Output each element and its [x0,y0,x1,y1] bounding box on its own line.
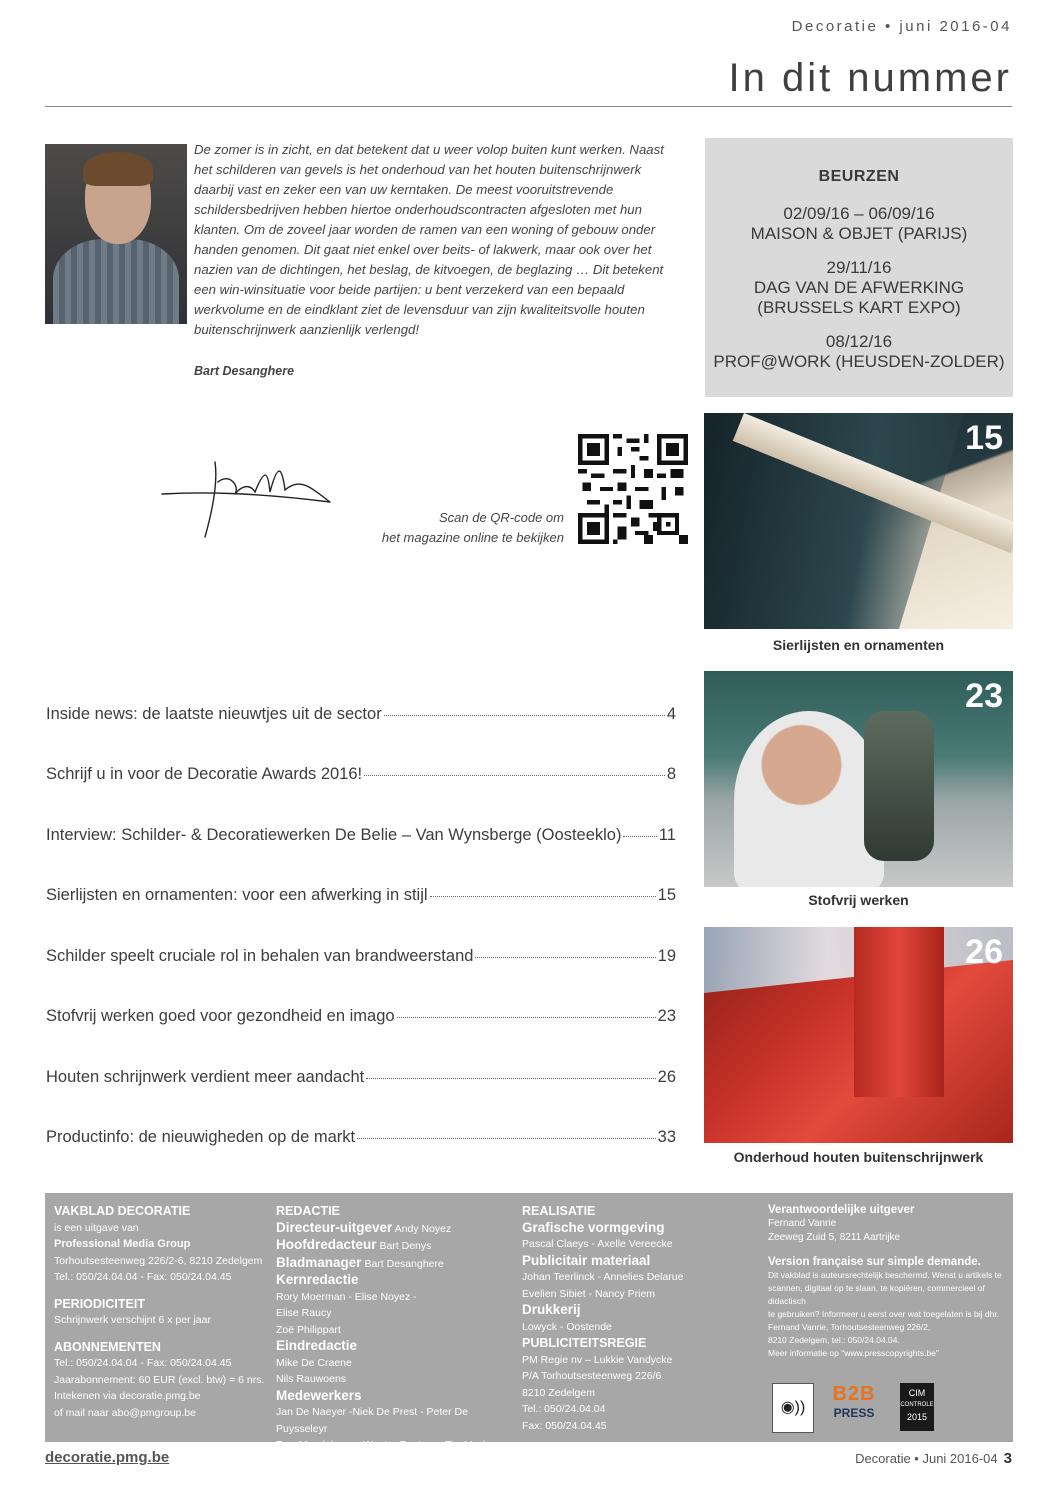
feature-photo-stofvrij[interactable] [704,671,1013,887]
toc-page: 26 [657,1068,676,1086]
colophon-line: Bart Denys [379,1240,432,1252]
colophon-line: Elise Raucy [276,1307,332,1319]
beurzen-event-name: PROF@WORK (HEUSDEN-ZOLDER) [713,352,1005,371]
colophon-role: Grafische vormgeving [522,1219,665,1235]
beurzen-event [705,258,1013,318]
toc-entry[interactable] [46,765,676,784]
feature-page-number: 15 [965,419,1003,457]
footer-website-link[interactable]: decoratie.pmg.be [45,1449,170,1466]
colophon-line: Lowyck - Oostende [522,1320,612,1333]
toc-leader [397,1017,656,1018]
photo-wall-shade [704,413,964,629]
feature-photo-onderhoud[interactable] [704,927,1013,1143]
colophon-line: Evelien Sibiet - Nancy Priem [522,1287,656,1300]
toc-title: Houten schrijnwerk verdient meer aandacht [46,1068,365,1086]
colophon-line: Jaarabonnement: 60 EUR (excl. btw) = 6 nrs. [54,1373,265,1386]
colophon-line: P/A Torhoutsesteenweg 226/6 [522,1370,662,1382]
colophon-line: 8210 Zedelgem, tel.: 050/24.04.04. [768,1335,900,1345]
beurzen-event-name: DAG VAN DE AFWERKING [753,278,965,297]
toc-entry[interactable] [46,1068,676,1087]
colophon-role: Directeur-uitgever [276,1219,393,1235]
toc-title: Schrijf u in voor de Decoratie Awards 2016! [46,765,363,783]
toc-page: 33 [657,1128,676,1146]
colophon-line: Torhoutsesteenweg 226/2-6, 8210 Zedelgem [54,1254,263,1267]
toc-title: Stofvrij werken goed voor gezondheid en imago [46,1007,395,1025]
colophon-line: Schrijnwerk verschijnt 6 x per jaar [54,1314,211,1326]
colophon-heading: Verantwoordelijke uitgever [768,1204,915,1216]
press-copyright-logo-icon: ◉)) [772,1383,814,1433]
toc-entry[interactable] [46,1007,676,1026]
feature-caption: Sierlijsten en ornamenten [772,637,945,653]
beurzen-event-date: 29/11/16 [826,258,892,277]
colophon-line: Rory Moerman - Elise Noyez - [276,1290,417,1303]
colophon-line: Andy Noyez [394,1222,452,1235]
cim-logo [900,1383,934,1431]
colophon-line: scannen, digitaal op te slaan, te kopiëren, commercieel of didactisch [768,1283,985,1306]
colophon-uitgever [768,1203,1008,1360]
page-title: In dit nummer [728,56,1012,100]
beurzen-box [705,138,1013,397]
toc-title: Productinfo: de nieuwigheden op de markt [46,1128,356,1146]
colophon-heading: PUBLICITEITSREGIE [522,1336,647,1350]
toc-page: 8 [666,765,676,783]
colophon-heading: REALISATIE [522,1204,596,1218]
toc-entry[interactable] [46,1128,676,1147]
editorial-author: Bart Desanghere [194,364,295,378]
colophon-line: is een uitgave van [54,1221,139,1234]
b2b-logo-text: B2B [832,1383,876,1405]
toc-leader [475,957,655,958]
toc-page: 23 [657,1007,676,1025]
toc-leader [623,836,656,837]
colophon-line: Zeeweg Zuid 5, 8211 Aartrijke [768,1232,901,1243]
colophon-line: Tel.: 050/24.04.04 - Fax: 050/24.04.45 [54,1271,232,1283]
toc-title: Sierlijsten en ornamenten: voor een afwerking in stijl [46,886,428,904]
colophon-line: Zoë Philippart [276,1323,341,1336]
editor-sweater [53,239,179,324]
beurzen-event [705,204,1013,244]
toc-leader [364,775,665,776]
feature-caption: Stofvrij werken [808,892,909,908]
beurzen-event-date: 02/09/16 – 06/09/16 [783,204,935,223]
colophon-publisher [54,1203,269,1421]
colophon-line: Intekenen via decoratie.pmg.be [54,1390,201,1402]
colophon [45,1193,1013,1451]
toc-leader [430,896,656,897]
colophon-line: of mail naar abo@pmgroup.be [54,1406,196,1419]
issue-kicker: Decoratie • juni 2016-04 [791,18,1012,35]
toc-title: Interview: Schilder- & Decoratiewerken De Belie – Van Wynsberge (Oosteeklo) [46,826,622,844]
beurzen-event-venue: (BRUSSELS KART EXPO) [757,298,961,317]
colophon-line: Nils Rauwoens [276,1373,347,1385]
colophon-line: Dit vakblad is auteursrechtelijk beschermd. Wenst u artikels te [768,1270,1002,1280]
qr-code[interactable] [578,434,688,544]
toc-entry[interactable] [46,886,676,905]
toc-page: 15 [657,886,676,904]
feature-photo-sierlijsten[interactable] [704,413,1013,629]
colophon-heading: VAKBLAD DECORATIE [54,1204,191,1218]
b2b-press-logo [825,1383,883,1431]
qr-caption-line-1: Scan de QR-code om [438,510,564,525]
colophon-role: Hoofdredacteur [276,1237,377,1252]
toc-entry[interactable] [46,705,676,724]
colophon-heading: REDACTIE [276,1204,340,1218]
beurzen-event-name: MAISON & OBJET (PARIJS) [750,224,968,243]
b2b-logo-subtext: PRESS [833,1406,875,1420]
colophon-line: PM Regie nv – Lukkie Vandycke [522,1353,673,1366]
colophon-logos [772,1383,992,1431]
colophon-role: Publicitair materiaal [522,1252,651,1268]
colophon-line: Tel.: 050/24.04.04 - Fax: 050/24.04.45 [54,1357,232,1369]
colophon-realisatie [522,1203,742,1434]
editor-hair [83,152,153,186]
toc-leader [366,1078,655,1079]
colophon-role: Drukkerij [522,1302,581,1317]
colophon-role: Medewerkers [276,1387,362,1403]
colophon-heading: ABONNEMENTEN [54,1339,161,1354]
editorial-text: De zomer is in zicht, en dat betekent dat u weer volop buiten kunt werken. Naast het schilderen van gevels is het onderhoud van het houten buitenschrijnwerk daarbij vast en zeker een van uw kerntaken. De meest vooruitstrevende schildersbedrijven hebben hiertoe onderhoudscontracten afgesloten met hun klanten. Om de zoveel jaar worden de ramen van een woning of gebouw onder handen genomen. Dit gaat niet enkel over beits- of lakwerk, maar ook over het nazien van de dichtingen, het beslag, de kitvoegen, de beglazing … Dit betekent een win-winsituatie voor beide partijen: u bent verzekerd van een bepaald werkvolume en de eindklant ziet de levensduur van zijn kwaliteitsvolle houten buitenschrijnwerk aanzienlijk verlengd! [194,142,664,337]
colophon-line: Fax: 050/24.04.45 [522,1419,607,1432]
cim-logo-year: 2015 [906,1412,928,1422]
qr-caption [330,508,564,548]
colophon-line: Fernand Vanrie [768,1218,837,1229]
toc-entry[interactable] [46,826,676,845]
colophon-line: Pascal Claeys - Axelle Vereecke [522,1238,673,1250]
colophon-line: Meer informatie op "www.presscopyrights.be" [768,1348,939,1358]
beurzen-heading: BEURZEN [818,168,900,185]
photo-window-frame [854,927,944,1097]
footer-folio [855,1450,1012,1467]
colophon-line: te gebruiken? Informeer u eerst over wat toegelaten is bij dhr. [768,1309,1000,1319]
editor-photo [45,144,187,324]
footer-publication: Decoratie • Juni 2016-04 [855,1451,998,1466]
colophon-line: Professional Media Group [54,1238,191,1250]
cim-logo-text: CIM [908,1388,926,1398]
colophon-line: Mike De Craene [276,1356,352,1369]
colophon-line: Tom Mondelaers - Wouter Peeters - Tim Vanhove [276,1439,506,1451]
toc-page: 4 [666,705,676,723]
toc-entry[interactable] [46,947,676,966]
toc-leader [384,715,665,716]
feature-page-number: 26 [965,933,1003,971]
header-rule [45,106,1012,107]
beurzen-event [705,332,1013,372]
colophon-role: Eindredactie [276,1338,358,1353]
colophon-line: Tel.: 050/24.04.04 [522,1403,606,1415]
colophon-line: Johan Teerlinck - Annelies Delarue [522,1271,684,1283]
toc-page: 19 [657,947,676,965]
colophon-line: Jan De Naeyer -Niek De Prest - Peter De Puysseleyr [276,1406,468,1435]
toc-leader [357,1138,656,1139]
cim-logo-subtext: CONTROLE [900,1402,934,1408]
toc-title: Inside news: de laatste nieuwtjes uit de sector [46,705,382,723]
colophon-role: Kernredactie [276,1272,359,1287]
colophon-heading: PERIODICITEIT [54,1296,145,1311]
toc-page: 11 [658,826,676,844]
feature-caption: Onderhoud houten buitenschrijnwerk [733,1149,984,1165]
feature-page-number: 23 [965,677,1003,715]
photo-worker [734,711,884,887]
footer-page-number: 3 [1003,1450,1012,1467]
photo-sander [864,711,934,861]
colophon-heading: Version française sur simple demande. [768,1256,981,1268]
colophon-line: Fernand Vanrie, Torhoutsesteenweg 226/2, [768,1322,931,1332]
colophon-line: Bart Desanghere [364,1257,444,1270]
colophon-role: Bladmanager [276,1254,362,1270]
signature-graphic [160,452,335,542]
toc-title: Schilder speelt cruciale rol in behalen van brandweerstand [46,947,474,965]
colophon-redactie [276,1203,511,1454]
qr-caption-line-2: het magazine online te bekijken [381,530,564,545]
colophon-line: 8210 Zedelgem [522,1386,595,1399]
beurzen-event-date: 08/12/16 [825,332,893,351]
